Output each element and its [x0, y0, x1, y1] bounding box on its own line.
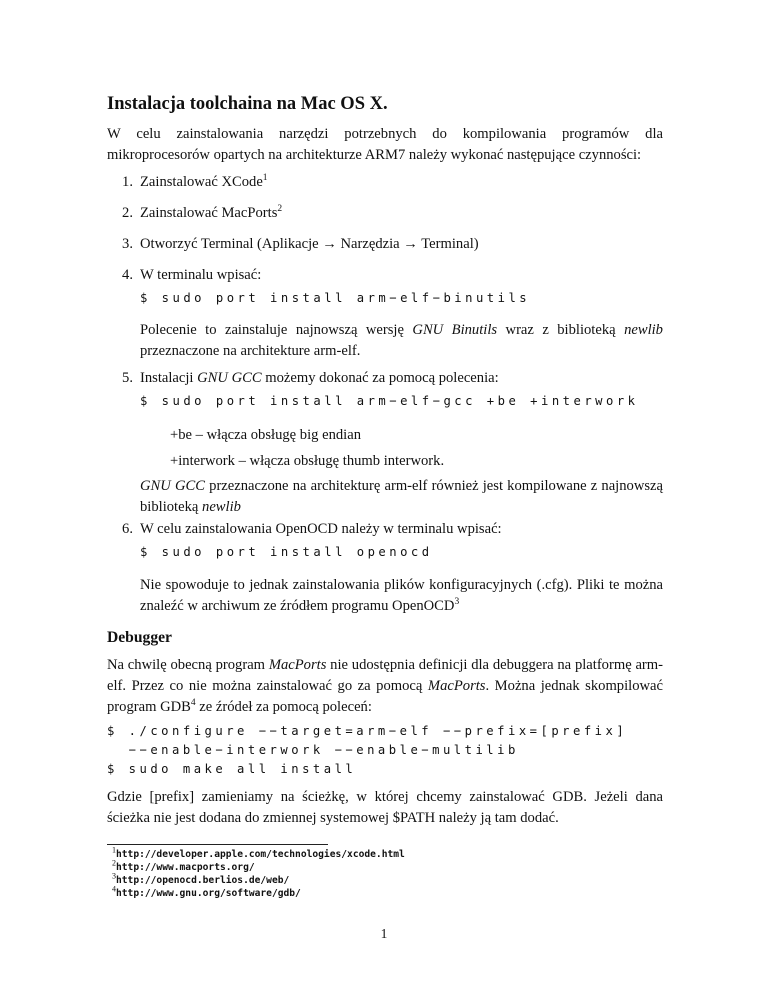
list-text: W terminalu wpisać:	[140, 267, 262, 283]
code-configure: $ ./configure −−target=arm−elf −−prefix=[prefix]	[107, 724, 628, 738]
page-number: 1	[380, 926, 388, 941]
list-number: 6.	[122, 521, 133, 537]
list-number: 2.	[122, 205, 133, 221]
section-heading-debugger: Debugger	[107, 629, 172, 646]
footnote-3: $^3$http://openocd.berlios.de/web/	[112, 871, 290, 886]
footnote-2: $^2$http://www.macports.org/	[112, 858, 255, 873]
list-text: Otworzyć Terminal (Aplikacje → Narzędzia → Terminal)	[140, 236, 479, 252]
code-openocd: $ sudo port install openocd	[140, 545, 433, 559]
code-make: $ sudo make all install	[107, 762, 357, 776]
footnote-divider	[107, 844, 328, 845]
footnote-ref: 2	[277, 204, 283, 215]
footnote-ref: 3	[454, 597, 460, 608]
list-number: 5.	[122, 370, 133, 386]
option-interwork: +interwork – włącza obsługę thumb interwork.	[170, 453, 445, 469]
list-text: Zainstalować MacPorts	[140, 205, 278, 221]
list-number: 1.	[122, 174, 133, 190]
list-item-3	[107, 234, 663, 255]
list-number: 3.	[122, 236, 133, 252]
footnote-ref: 1	[262, 173, 268, 184]
list-item-5: 5. Instalacji GNU GCC możemy dokonać za pomocą polecenia:	[107, 368, 663, 389]
code-configure-cont: −−enable−interwork −−enable−multilib	[107, 743, 519, 757]
list-number: 4.	[122, 267, 133, 283]
footnote-1: $^1$http://developer.apple.com/technologies/xcode.html	[112, 845, 405, 860]
list-text: W celu zainstalowania OpenOCD należy w terminalu wpisać:	[140, 521, 502, 537]
list-text: Zainstalować XCode	[140, 174, 263, 190]
closing-paragraph: Gdzie [prefix] zamieniamy na ścieżkę, w której chcemy zainstalować GDB. Jeżeli dana ścieżka nie jest dodana do zmiennej systemowej $PATH należy ją tam dodać.	[107, 789, 663, 826]
openocd-note: Nie spowoduje to jednak zainstalowania plików konfiguracyjnych (.cfg). Pliki te można znaleźć w archiwum ze źródłem programu OpenOCD$^3$	[140, 577, 663, 614]
list-item-2	[107, 203, 663, 224]
code-gcc: $ sudo port install arm−elf−gcc +be +interwork	[140, 394, 639, 408]
footnote-4: $^4$http://www.gnu.org/software/gdb/	[112, 884, 301, 899]
list-item-4	[107, 265, 663, 286]
list-item-1	[107, 172, 663, 193]
debugger-paragraph: Na chwilę obecną program MacPorts nie udostępnia definicji dla debuggera na platformę arm-elf. Przez co nie można zainstalować go za pomocą MacPorts. Można jednak skompilować program GDB$^4$ ze źródeł za pomocą poleceń:	[107, 657, 664, 715]
gcc-note: GNU GCC przeznaczone na architekturę arm-elf również jest kompilowane z najnowszą biblioteką newlib	[140, 478, 664, 515]
binutils-note: Polecenie to zainstaluje najnowszą wersję GNU Binutils wraz z biblioteką newlib przeznaczone na architekture arm-elf.	[140, 322, 663, 359]
option-be: +be – włącza obsługę big endian	[170, 427, 361, 443]
code-binutils: $ sudo port install arm−elf−binutils	[140, 291, 531, 305]
list-item-6	[107, 519, 663, 540]
intro-paragraph: W celu zainstalowania narzędzi potrzebnych do kompilowania programów dla mikroprocesorów opartych na architekturze ARM7 należy wykonać następujące czynności:	[107, 126, 663, 163]
page-title: Instalacja toolchaina na Mac OS X.	[107, 94, 388, 114]
